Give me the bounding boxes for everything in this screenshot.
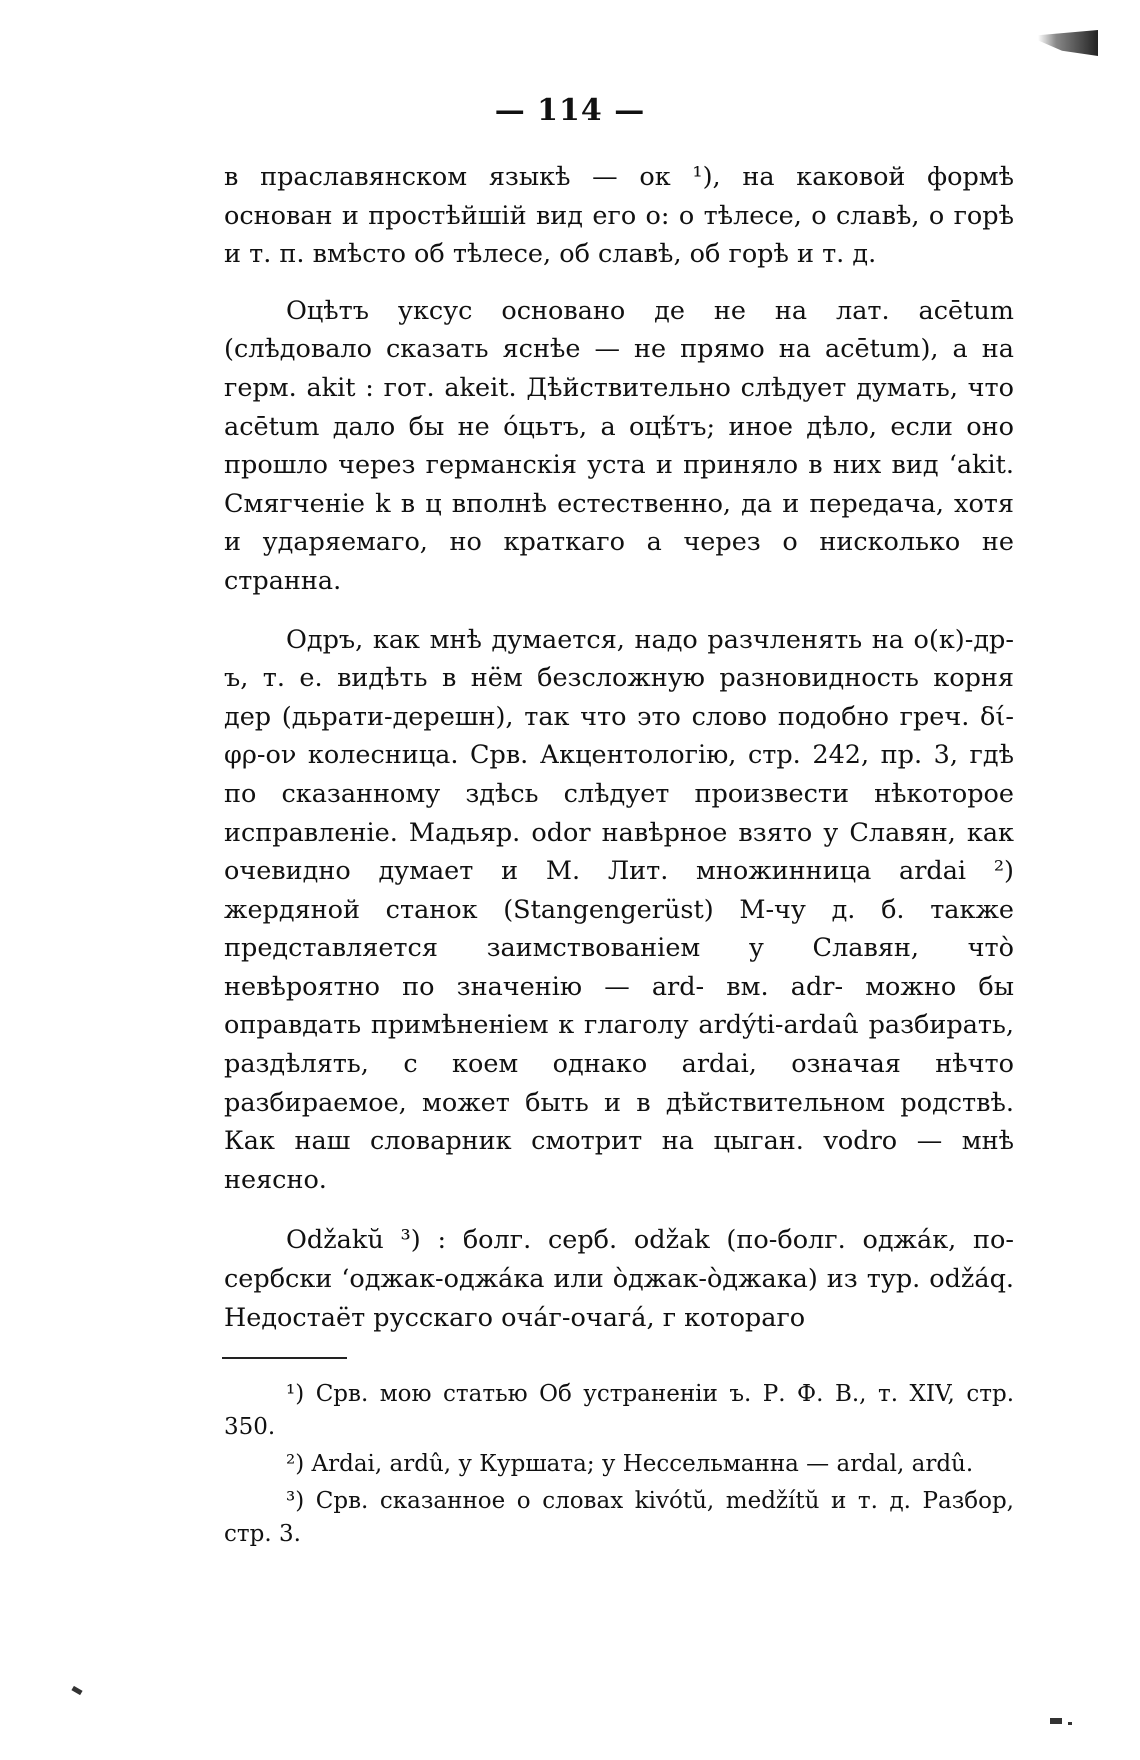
paragraph-4: Odžakŭ ³) : болг. серб. odžak (по-болг. оджа́к, по-сербски ‘оджак-оджа́ка или о̀джак-о̀джака) из тур. odžáq. Недостаёт русскаго оча́г-очага́, г котораго — [224, 1225, 1014, 1333]
paragraph-3: Одръ, как мнѣ думается, надо разчленять на о(к)-др-ъ, т. е. видѣть в нём безсложную разновидность корня дер (дьрати-дерешн), так что это слово подобно греч. δί-φρ-ον колесница. Срв. Акцентологію, стр. 242, пр. 3, гдѣ по сказанному здѣсь слѣдует произвести нѣкоторое исправленіе. Мадьяр. odor навѣрное взято у Славян, как очевидно думает и М. Лит. множинница ardai ²) жердяной станок (Stangengerüst) М-чу д. б. также представляется заимствованіем у Славян, что̀ невѣроятно по значенію — ard- вм. adr- можно бы оправдать примѣненіем к глаголу ardýti-ardaû разбирать, раздѣлять, с коем однако ardai, означая нѣчто разбираемое, может быть и в дѣйствительном родствѣ. Как наш словарник смотрит на цыган. vodro — мнѣ неясно. — [224, 624, 1014, 1195]
footnote-3: ³) Срв. сказанное о словах kivótŭ, medžítŭ и т. д. Разбор, стр. 3. — [224, 1488, 1014, 1547]
ink-speck — [1050, 1718, 1062, 1724]
footnote-separator — [222, 1357, 347, 1359]
footnote-1: ¹) Срв. мою статью Об устраненіи ъ. Р. Ф. В., т. XIV, стр. 350. — [224, 1381, 1014, 1440]
ink-speck — [71, 1686, 82, 1695]
page-edge-blemish — [1038, 30, 1098, 56]
paragraph-1: в праславянском языкѣ — ок ¹), на каковой формѣ основан и простѣйшій вид его о: о тѣлесе, о славѣ, о горѣ и т. п. вмѣсто об тѣлесе, об славѣ, об горѣ и т. д. — [224, 162, 1014, 270]
paragraph-2: Оцѣтъ уксус основано де не на лат. acētum (слѣдовало сказать яснѣе — не прямо на acētum), а на герм. akit : гот. akeit. Дѣйствительно слѣдует думать, что acētum дало бы не óцьтъ, а оцѣ́тъ; иное дѣло, если оно прошло через германскія уста и приняло в них вид ‘akit. Смягченіе k в ц вполнѣ естественно, да и передача, хотя и ударяемаго, но краткаго а через о нисколько не странна. — [224, 295, 1014, 596]
ink-speck — [1068, 1722, 1072, 1725]
footnote-2: ²) Ardai, ardû, у Куршата; у Нессельманна — ardal, ardû. — [286, 1451, 974, 1477]
page-number: — 114 — — [494, 93, 646, 128]
body-text — [224, 158, 1014, 1337]
footnotes — [224, 1378, 1014, 1555]
